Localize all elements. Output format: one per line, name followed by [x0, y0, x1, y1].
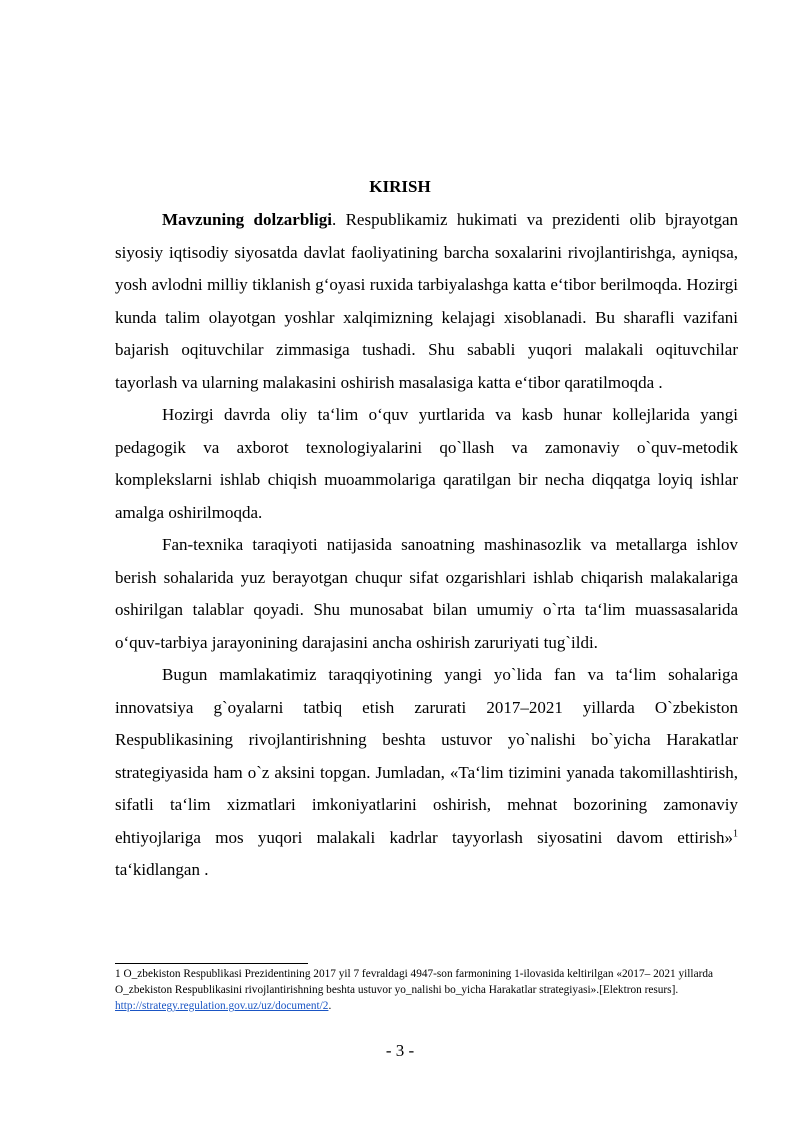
paragraph-text: . Respublikamiz hukimati va prezidenti olib bjrayotgan siyosiy iqtisodiy siyosatda davlat faoliyatining barcha soxalarini rivojlantirishga, ayniqsa, yosh avlodni milliy tiklanish g‘oyasi ruxida tarbiyalashga katta e‘tibor berilmoqda. Hozirgi kunda talim olayotgan yoshlar xalqimizning kelajagi xisoblanadi. Bu sharafli vazifani bajarish oqituvchilar zimmasiga tushadi. Shu sababli yuqori malakali oqituvchilar tayorlash va ularning malakasini oshirish masalasiga katta e‘tibor qaratilmoqda . [115, 210, 739, 392]
body-text [115, 204, 738, 887]
footnote-text: 1 O_zbekiston Respublikasi Prezidentining 2017 yil 7 fevraldagi 4947-son farmonining 1-ilovasida keltirilgan «2017– 2021 yillarda O_zbekiston Respublikasini rivojlantirishning beshta ustuvor yo_nalishi bo_yicha Harakatlar strategiyasi».[Elektron resurs]. [115, 968, 714, 996]
paragraph-tail: ta‘kidlangan . [115, 860, 209, 879]
relevance-heading: Mavzuning dolzarbligi [162, 210, 332, 229]
paragraph-science-progress [115, 529, 738, 659]
page-number: - 3 - [385, 1041, 415, 1060]
paragraph-text: Fan-texnika taraqiyoti natijasida sanoatning mashinasozlik va metallarga ishlov berish sohalarida yuz berayotgan chuqur sifat ozgarishlari ishlab chiqarish malakalariga oshirilgan talablar qoyadi. Shu munosabat bilan umumiy o`rta ta‘lim muassasalarida o‘quv-tarbiya jarayonining darajasini ancha oshirish zaruriyati tug`ildi. [115, 535, 738, 652]
paragraph-text: Bugun mamlakatimiz taraqqiyotining yangi yo`lida fan va ta‘lim sohalariga innovatsiya g`oyalarni tatbiq etish zarurati 2017–2021 yillarda O`zbekiston Respublikasining rivojlantirishning beshta ustuvor yo`nalishi bo`yicha Harakatlar strategiyasida ham o`z aksini topgan. Jumladan, «Ta‘lim tizimini yanada takomillashtirish, sifatli ta‘lim xizmatlari imkoniyatlarini oshirish, mehnat bozorining zamonaviy ehtiyojlariga mos yuqori malakali kadrlar tayyorlash siyosatini davom ettirish» [115, 665, 738, 847]
footnote-separator [115, 963, 308, 964]
paragraph-higher-education [115, 399, 738, 529]
paragraph-innovation [115, 659, 738, 887]
footnote-link-tail: . [328, 1000, 332, 1012]
paragraph-text: Hozirgi davrda oliy ta‘lim o‘quv yurtlarida va kasb hunar kollejlarida yangi pedagogik va axborot texnologiyalarini qo`llash va zamonaviy o`quv-metodik komplekslarni ishlab chiqish muoammolariga qaratilgan bir necha diqqatga loyiq ishlar amalga oshirilmoqda. [115, 405, 738, 522]
footnote-link[interactable]: http://strategy.regulation.gov.uz/uz/document/2 [115, 1000, 329, 1012]
paragraph-relevance [115, 204, 738, 399]
footnote [115, 966, 740, 1014]
page-title: KIRISH [369, 177, 431, 196]
footnote-reference[interactable]: 1 [733, 827, 738, 839]
